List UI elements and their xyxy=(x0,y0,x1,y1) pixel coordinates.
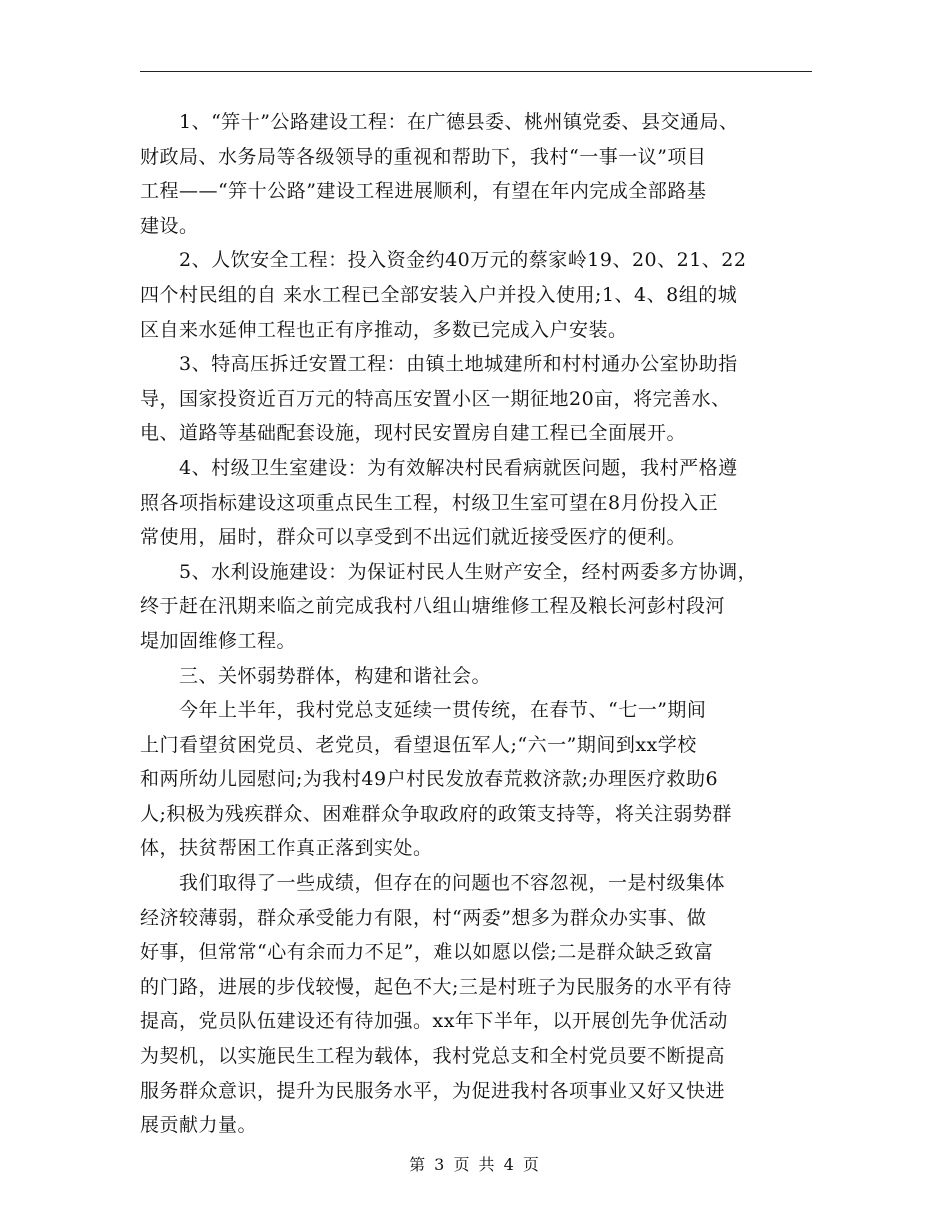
text-line: 好事，但常常“心有余而力不足”，难以如愿以偿;二是群众缺乏致富 xyxy=(140,941,714,964)
page-number-footer: 第 3 页 共 4 页 xyxy=(409,1155,541,1174)
text-line: 1、“笄十”公路建设工程：在广德县委、桃州镇党委、县交通局、 xyxy=(140,111,739,133)
text-line: 3、特高压拆迁安置工程：由镇土地城建所和村村通办公室协助指 xyxy=(140,353,738,376)
text-line: 人;积极为残疾群众、困难群众争取政府的政策支持等，将关注弱势群 xyxy=(140,802,732,825)
text-line: 和两所幼儿园慰问;为我村49户村民发放春荒救济款;办理医疗救助6 xyxy=(140,768,719,791)
text-line: 区自来水延伸工程也正有序推动，多数已完成入户安装。 xyxy=(140,318,628,341)
text-line: 我们取得了一些成绩，但存在的问题也不容忽视，一是村级集体 xyxy=(140,872,726,895)
text-line: 电、道路等基础配套设施，现村民安置房自建工程已全面展开。 xyxy=(140,422,687,445)
text-line: 5、水利设施建设：为保证村民人生财产安全，经村两委多方协调， xyxy=(140,560,758,583)
text-line: 常使用，届时，群众可以享受到不出远们就近接受医疗的便利。 xyxy=(140,526,687,549)
text-line: 财政局、水务局等各级领导的重视和帮助下，我村“一事一议”项目 xyxy=(140,145,707,168)
text-line: 4、村级卫生室建设：为有效解决村民看病就医问题，我村严格遵 xyxy=(140,456,738,479)
text-line: 终于赶在汛期来临之前完成我村八组山塘维修工程及粮长河彭村段河 xyxy=(140,595,726,618)
text-line: 工程——“笄十公路”建设工程进展顺利，有望在年内完成全部路基 xyxy=(140,180,707,203)
text-line: 服务群众意识，提升为民服务水平，为促进我村各项事业又好又快进 xyxy=(140,1079,726,1102)
text-line: 四个村民组的自 来水工程已全部安装入户并投入使用;1、4、8组的城 xyxy=(140,283,738,306)
text-line: 导，国家投资近百万元的特高压安置小区一期征地20亩，将完善水、 xyxy=(140,387,731,410)
text-line: 体，扶贫帮困工作真正落到实处。 xyxy=(140,837,433,860)
text-line: 2、人饮安全工程：投入资金约40万元的蔡家岭19、20、21、22 xyxy=(140,249,747,272)
body-text xyxy=(140,105,820,1143)
text-line: 建设。 xyxy=(140,214,199,237)
text-line: 经济较薄弱，群众承受能力有限，村“两委”想多为群众办实事、做 xyxy=(140,906,707,929)
text-line: 照各项指标建设这项重点民生工程，村级卫生室可望在8月份投入正 xyxy=(140,491,719,514)
text-line: 今年上半年，我村党总支延续一贯传统，在春节、“七一”期间 xyxy=(140,699,707,722)
text-line: 的门路，进展的步伐较慢，起色不大;三是村班子为民服务的水平有待 xyxy=(140,975,732,998)
text-line: 为契机，以实施民生工程为载体，我村党总支和全村党员要不断提高 xyxy=(140,1045,726,1068)
text-line: 提高，党员队伍建设还有待加强。xx年下半年，以开展创先争优活动 xyxy=(140,1010,728,1033)
text-line: 上门看望贫困党员、老党员，看望退伍军人;“六一”期间到xx学校 xyxy=(140,733,697,756)
section-heading: 三、关怀弱势群体，构建和谐社会。 xyxy=(140,664,492,687)
header-rule xyxy=(140,71,812,72)
text-line: 堤加固维修工程。 xyxy=(140,629,297,652)
text-line: 展贡献力量。 xyxy=(140,1114,258,1137)
